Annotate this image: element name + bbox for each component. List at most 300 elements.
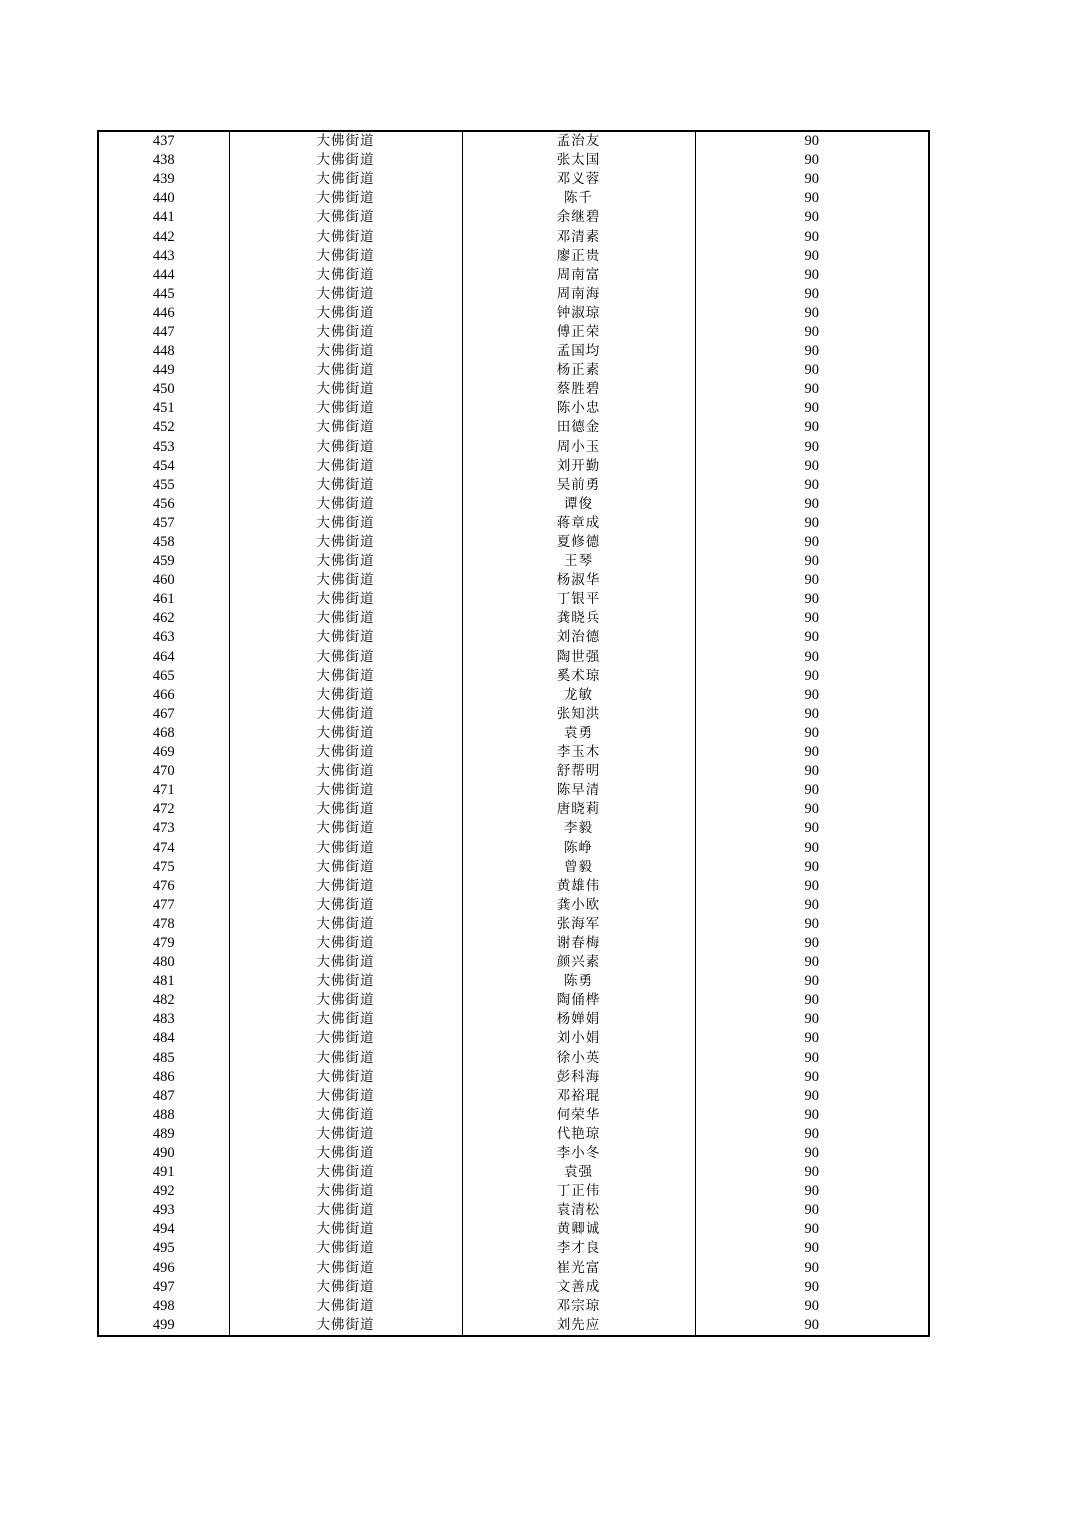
score-cell: 90 <box>695 1106 929 1125</box>
table-row <box>98 1068 929 1087</box>
score-cell: 90 <box>695 705 929 724</box>
street-cell: 大佛街道 <box>229 342 462 361</box>
table-row <box>98 1201 929 1220</box>
score-cell: 90 <box>695 819 929 838</box>
person-name-cell: 李小冬 <box>462 1144 695 1163</box>
table-row <box>98 915 929 934</box>
street-cell: 大佛街道 <box>229 552 462 571</box>
person-name-cell: 邓裕琨 <box>462 1087 695 1106</box>
score-cell: 90 <box>695 418 929 437</box>
person-name-cell: 邓宗琼 <box>462 1297 695 1316</box>
score-cell: 90 <box>695 170 929 189</box>
street-cell: 大佛街道 <box>229 247 462 266</box>
person-name-cell: 周小玉 <box>462 438 695 457</box>
row-number-cell: 457 <box>98 514 229 533</box>
row-number-cell: 448 <box>98 342 229 361</box>
score-cell: 90 <box>695 609 929 628</box>
row-number-cell: 484 <box>98 1029 229 1048</box>
person-name-cell: 孟国均 <box>462 342 695 361</box>
person-name-cell: 杨淑华 <box>462 571 695 590</box>
row-number-cell: 487 <box>98 1087 229 1106</box>
person-name-cell: 唐晓莉 <box>462 800 695 819</box>
street-cell: 大佛街道 <box>229 896 462 915</box>
table-row <box>98 131 929 151</box>
person-name-cell: 王琴 <box>462 552 695 571</box>
person-name-cell: 蔡胜碧 <box>462 380 695 399</box>
row-number-cell: 456 <box>98 495 229 514</box>
person-name-cell: 刘开勤 <box>462 457 695 476</box>
street-cell: 大佛街道 <box>229 227 462 246</box>
person-name-cell: 钟淑琼 <box>462 304 695 323</box>
table-row <box>98 361 929 380</box>
table-row <box>98 628 929 647</box>
person-name-cell: 龚晓兵 <box>462 609 695 628</box>
score-cell: 90 <box>695 208 929 227</box>
score-cell: 90 <box>695 342 929 361</box>
street-cell: 大佛街道 <box>229 686 462 705</box>
score-cell: 90 <box>695 800 929 819</box>
street-cell: 大佛街道 <box>229 131 462 151</box>
street-cell: 大佛街道 <box>229 991 462 1010</box>
row-number-cell: 470 <box>98 762 229 781</box>
street-cell: 大佛街道 <box>229 590 462 609</box>
row-number-cell: 442 <box>98 227 229 246</box>
person-name-cell: 陶俑桦 <box>462 991 695 1010</box>
person-name-cell: 陈峥 <box>462 838 695 857</box>
row-number-cell: 473 <box>98 819 229 838</box>
score-cell: 90 <box>695 628 929 647</box>
row-number-cell: 462 <box>98 609 229 628</box>
table-row <box>98 1010 929 1029</box>
street-cell: 大佛街道 <box>229 495 462 514</box>
table-row <box>98 1049 929 1068</box>
person-name-cell: 廖正贵 <box>462 247 695 266</box>
table-row <box>98 227 929 246</box>
table-row <box>98 743 929 762</box>
row-number-cell: 488 <box>98 1106 229 1125</box>
row-number-cell: 483 <box>98 1010 229 1029</box>
street-cell: 大佛街道 <box>229 476 462 495</box>
person-name-cell: 田德金 <box>462 418 695 437</box>
person-name-cell: 邓义蓉 <box>462 170 695 189</box>
table-row <box>98 1087 929 1106</box>
table-row <box>98 858 929 877</box>
row-number-cell: 474 <box>98 838 229 857</box>
person-name-cell: 吴前勇 <box>462 476 695 495</box>
row-number-cell: 481 <box>98 972 229 991</box>
score-cell: 90 <box>695 972 929 991</box>
street-cell: 大佛街道 <box>229 667 462 686</box>
row-number-cell: 454 <box>98 457 229 476</box>
person-name-cell: 刘治德 <box>462 628 695 647</box>
person-name-cell: 谭俊 <box>462 495 695 514</box>
row-number-cell: 453 <box>98 438 229 457</box>
street-cell: 大佛街道 <box>229 934 462 953</box>
row-number-cell: 444 <box>98 266 229 285</box>
table-row <box>98 819 929 838</box>
person-name-cell: 张知洪 <box>462 705 695 724</box>
row-number-cell: 446 <box>98 304 229 323</box>
street-cell: 大佛街道 <box>229 1010 462 1029</box>
score-cell: 90 <box>695 1278 929 1297</box>
person-name-cell: 袁清松 <box>462 1201 695 1220</box>
person-name-cell: 袁勇 <box>462 724 695 743</box>
person-name-cell: 曾毅 <box>462 858 695 877</box>
street-cell: 大佛街道 <box>229 1106 462 1125</box>
score-cell: 90 <box>695 1201 929 1220</box>
row-number-cell: 438 <box>98 151 229 170</box>
street-cell: 大佛街道 <box>229 457 462 476</box>
table-row <box>98 667 929 686</box>
row-number-cell: 455 <box>98 476 229 495</box>
table-row <box>98 800 929 819</box>
street-cell: 大佛街道 <box>229 1297 462 1316</box>
row-number-cell: 443 <box>98 247 229 266</box>
street-cell: 大佛街道 <box>229 819 462 838</box>
person-name-cell: 李玉木 <box>462 743 695 762</box>
row-number-cell: 461 <box>98 590 229 609</box>
person-name-cell: 李才良 <box>462 1239 695 1258</box>
score-cell: 90 <box>695 648 929 667</box>
table-row <box>98 476 929 495</box>
table-row <box>98 686 929 705</box>
table-row <box>98 1220 929 1239</box>
table-row <box>98 304 929 323</box>
person-name-cell: 周南富 <box>462 266 695 285</box>
table-row <box>98 1297 929 1316</box>
score-cell: 90 <box>695 1220 929 1239</box>
score-cell: 90 <box>695 227 929 246</box>
table-row <box>98 590 929 609</box>
score-cell: 90 <box>695 724 929 743</box>
score-cell: 90 <box>695 151 929 170</box>
person-name-cell: 张海军 <box>462 915 695 934</box>
person-name-cell: 陈千 <box>462 189 695 208</box>
person-name-cell: 傅正荣 <box>462 323 695 342</box>
person-name-cell: 孟治友 <box>462 131 695 151</box>
row-number-cell: 480 <box>98 953 229 972</box>
row-number-cell: 452 <box>98 418 229 437</box>
table-row <box>98 1239 929 1258</box>
table-row <box>98 1106 929 1125</box>
row-number-cell: 490 <box>98 1144 229 1163</box>
row-number-cell: 447 <box>98 323 229 342</box>
street-cell: 大佛街道 <box>229 514 462 533</box>
table-row <box>98 877 929 896</box>
row-number-cell: 467 <box>98 705 229 724</box>
score-cell: 90 <box>695 1182 929 1201</box>
street-cell: 大佛街道 <box>229 705 462 724</box>
street-cell: 大佛街道 <box>229 323 462 342</box>
row-number-cell: 496 <box>98 1259 229 1278</box>
street-cell: 大佛街道 <box>229 1068 462 1087</box>
row-number-cell: 499 <box>98 1316 229 1336</box>
table-row <box>98 533 929 552</box>
street-cell: 大佛街道 <box>229 1163 462 1182</box>
score-cell: 90 <box>695 533 929 552</box>
score-cell: 90 <box>695 457 929 476</box>
person-name-cell: 周南海 <box>462 285 695 304</box>
table-row <box>98 208 929 227</box>
row-number-cell: 463 <box>98 628 229 647</box>
score-cell: 90 <box>695 590 929 609</box>
person-name-cell: 陈早清 <box>462 781 695 800</box>
row-number-cell: 445 <box>98 285 229 304</box>
score-cell: 90 <box>695 552 929 571</box>
row-number-cell: 466 <box>98 686 229 705</box>
street-cell: 大佛街道 <box>229 953 462 972</box>
score-cell: 90 <box>695 991 929 1010</box>
table-row <box>98 762 929 781</box>
row-number-cell: 465 <box>98 667 229 686</box>
person-name-cell: 黄卿诚 <box>462 1220 695 1239</box>
score-cell: 90 <box>695 1259 929 1278</box>
street-cell: 大佛街道 <box>229 1049 462 1068</box>
table-row <box>98 896 929 915</box>
person-name-cell: 杨婵娟 <box>462 1010 695 1029</box>
score-cell: 90 <box>695 131 929 151</box>
table-row <box>98 285 929 304</box>
person-name-cell: 代艳琼 <box>462 1125 695 1144</box>
row-number-cell: 450 <box>98 380 229 399</box>
table-row <box>98 342 929 361</box>
row-number-cell: 439 <box>98 170 229 189</box>
table-row <box>98 552 929 571</box>
person-name-cell: 崔光富 <box>462 1259 695 1278</box>
street-cell: 大佛街道 <box>229 972 462 991</box>
street-cell: 大佛街道 <box>229 1259 462 1278</box>
score-cell: 90 <box>695 1068 929 1087</box>
score-cell: 90 <box>695 781 929 800</box>
score-cell: 90 <box>695 743 929 762</box>
person-name-cell: 陈勇 <box>462 972 695 991</box>
row-number-cell: 449 <box>98 361 229 380</box>
street-cell: 大佛街道 <box>229 724 462 743</box>
table-row <box>98 189 929 208</box>
table-row <box>98 1259 929 1278</box>
table-row <box>98 1029 929 1048</box>
score-cell: 90 <box>695 361 929 380</box>
person-name-cell: 刘小娟 <box>462 1029 695 1048</box>
row-number-cell: 478 <box>98 915 229 934</box>
row-number-cell: 495 <box>98 1239 229 1258</box>
person-name-cell: 奚术琼 <box>462 667 695 686</box>
table-row <box>98 724 929 743</box>
score-cell: 90 <box>695 247 929 266</box>
table-row <box>98 495 929 514</box>
person-name-cell: 黄雄伟 <box>462 877 695 896</box>
street-cell: 大佛街道 <box>229 800 462 819</box>
street-cell: 大佛街道 <box>229 1220 462 1239</box>
data-table <box>97 130 930 1337</box>
street-cell: 大佛街道 <box>229 399 462 418</box>
score-cell: 90 <box>695 1049 929 1068</box>
row-number-cell: 471 <box>98 781 229 800</box>
score-cell: 90 <box>695 380 929 399</box>
table-row <box>98 1163 929 1182</box>
score-cell: 90 <box>695 285 929 304</box>
street-cell: 大佛街道 <box>229 1278 462 1297</box>
table-row <box>98 648 929 667</box>
score-cell: 90 <box>695 1144 929 1163</box>
score-cell: 90 <box>695 1297 929 1316</box>
score-cell: 90 <box>695 1239 929 1258</box>
person-name-cell: 丁正伟 <box>462 1182 695 1201</box>
table-row <box>98 1125 929 1144</box>
score-cell: 90 <box>695 896 929 915</box>
table-row <box>98 1278 929 1297</box>
row-number-cell: 440 <box>98 189 229 208</box>
row-number-cell: 482 <box>98 991 229 1010</box>
table-body <box>98 131 929 1336</box>
score-cell: 90 <box>695 476 929 495</box>
score-cell: 90 <box>695 514 929 533</box>
score-cell: 90 <box>695 1125 929 1144</box>
table-row <box>98 247 929 266</box>
table-row <box>98 838 929 857</box>
row-number-cell: 459 <box>98 552 229 571</box>
row-number-cell: 497 <box>98 1278 229 1297</box>
person-name-cell: 刘先应 <box>462 1316 695 1336</box>
street-cell: 大佛街道 <box>229 285 462 304</box>
row-number-cell: 486 <box>98 1068 229 1087</box>
row-number-cell: 464 <box>98 648 229 667</box>
person-name-cell: 张太国 <box>462 151 695 170</box>
person-name-cell: 夏修德 <box>462 533 695 552</box>
table-row <box>98 953 929 972</box>
person-name-cell: 谢春梅 <box>462 934 695 953</box>
street-cell: 大佛街道 <box>229 571 462 590</box>
street-cell: 大佛街道 <box>229 170 462 189</box>
person-name-cell: 陶世强 <box>462 648 695 667</box>
row-number-cell: 477 <box>98 896 229 915</box>
table-row <box>98 418 929 437</box>
row-number-cell: 498 <box>98 1297 229 1316</box>
table-row <box>98 934 929 953</box>
table-row <box>98 781 929 800</box>
street-cell: 大佛街道 <box>229 781 462 800</box>
score-cell: 90 <box>695 877 929 896</box>
street-cell: 大佛街道 <box>229 628 462 647</box>
row-number-cell: 472 <box>98 800 229 819</box>
score-cell: 90 <box>695 686 929 705</box>
table-row <box>98 438 929 457</box>
score-cell: 90 <box>695 858 929 877</box>
score-cell: 90 <box>695 1087 929 1106</box>
person-name-cell: 文善成 <box>462 1278 695 1297</box>
table-row <box>98 972 929 991</box>
person-name-cell: 龙敏 <box>462 686 695 705</box>
street-cell: 大佛街道 <box>229 418 462 437</box>
table-row <box>98 514 929 533</box>
street-cell: 大佛街道 <box>229 648 462 667</box>
table-row <box>98 151 929 170</box>
table-row <box>98 991 929 1010</box>
score-cell: 90 <box>695 571 929 590</box>
street-cell: 大佛街道 <box>229 304 462 323</box>
person-name-cell: 李毅 <box>462 819 695 838</box>
street-cell: 大佛街道 <box>229 1087 462 1106</box>
row-number-cell: 460 <box>98 571 229 590</box>
score-cell: 90 <box>695 323 929 342</box>
street-cell: 大佛街道 <box>229 1239 462 1258</box>
score-cell: 90 <box>695 189 929 208</box>
street-cell: 大佛街道 <box>229 380 462 399</box>
table-row <box>98 609 929 628</box>
score-cell: 90 <box>695 266 929 285</box>
table-row <box>98 399 929 418</box>
score-cell: 90 <box>695 438 929 457</box>
row-number-cell: 437 <box>98 131 229 151</box>
person-name-cell: 陈小忠 <box>462 399 695 418</box>
score-cell: 90 <box>695 1163 929 1182</box>
row-number-cell: 475 <box>98 858 229 877</box>
street-cell: 大佛街道 <box>229 1201 462 1220</box>
person-name-cell: 徐小英 <box>462 1049 695 1068</box>
row-number-cell: 489 <box>98 1125 229 1144</box>
street-cell: 大佛街道 <box>229 762 462 781</box>
street-cell: 大佛街道 <box>229 743 462 762</box>
person-name-cell: 杨正素 <box>462 361 695 380</box>
row-number-cell: 493 <box>98 1201 229 1220</box>
row-number-cell: 492 <box>98 1182 229 1201</box>
score-cell: 90 <box>695 1010 929 1029</box>
row-number-cell: 451 <box>98 399 229 418</box>
street-cell: 大佛街道 <box>229 609 462 628</box>
street-cell: 大佛街道 <box>229 1125 462 1144</box>
score-cell: 90 <box>695 667 929 686</box>
person-name-cell: 邓清素 <box>462 227 695 246</box>
street-cell: 大佛街道 <box>229 858 462 877</box>
person-name-cell: 丁银平 <box>462 590 695 609</box>
table-row <box>98 170 929 189</box>
street-cell: 大佛街道 <box>229 1029 462 1048</box>
street-cell: 大佛街道 <box>229 438 462 457</box>
street-cell: 大佛街道 <box>229 361 462 380</box>
score-cell: 90 <box>695 399 929 418</box>
row-number-cell: 494 <box>98 1220 229 1239</box>
row-number-cell: 491 <box>98 1163 229 1182</box>
street-cell: 大佛街道 <box>229 151 462 170</box>
person-name-cell: 龚小欧 <box>462 896 695 915</box>
street-cell: 大佛街道 <box>229 1144 462 1163</box>
person-name-cell: 舒帮明 <box>462 762 695 781</box>
score-cell: 90 <box>695 1029 929 1048</box>
score-cell: 90 <box>695 495 929 514</box>
score-cell: 90 <box>695 304 929 323</box>
row-number-cell: 479 <box>98 934 229 953</box>
score-cell: 90 <box>695 934 929 953</box>
street-cell: 大佛街道 <box>229 533 462 552</box>
table-row <box>98 266 929 285</box>
row-number-cell: 476 <box>98 877 229 896</box>
row-number-cell: 441 <box>98 208 229 227</box>
score-cell: 90 <box>695 838 929 857</box>
row-number-cell: 468 <box>98 724 229 743</box>
table-row <box>98 380 929 399</box>
person-name-cell: 蒋章成 <box>462 514 695 533</box>
person-name-cell: 彭科海 <box>462 1068 695 1087</box>
score-cell: 90 <box>695 953 929 972</box>
street-cell: 大佛街道 <box>229 915 462 934</box>
row-number-cell: 469 <box>98 743 229 762</box>
street-cell: 大佛街道 <box>229 208 462 227</box>
table-row <box>98 1182 929 1201</box>
person-name-cell: 余继碧 <box>462 208 695 227</box>
table-row <box>98 705 929 724</box>
table-row <box>98 323 929 342</box>
table-row <box>98 571 929 590</box>
